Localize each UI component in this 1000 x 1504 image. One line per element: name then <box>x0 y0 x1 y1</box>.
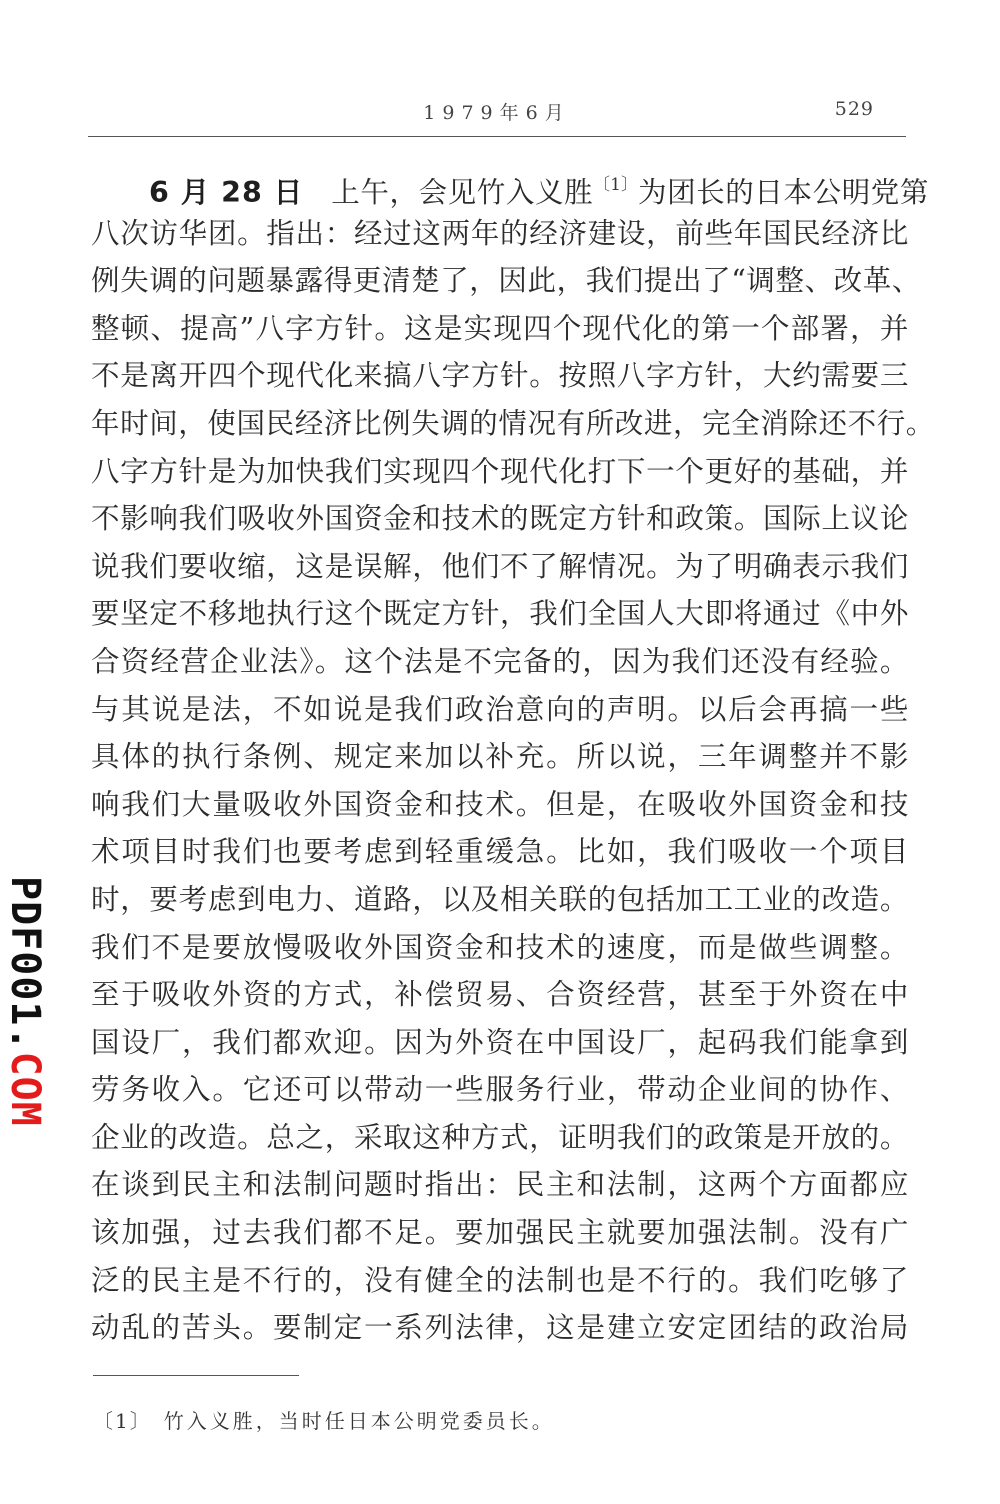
page-number: 529 <box>834 98 874 120</box>
text-line: 例失调的问题暴露得更清楚了，因此，我们提出了“调整、改革、 <box>91 264 921 298</box>
text-line: 我们不是要放慢吸收外国资金和技术的速度，而是做些调整。 <box>91 930 909 964</box>
text-line: 不是离开四个现代化来搞八字方针。按照八字方针，大约需要三 <box>91 359 909 393</box>
text-line: 具体的执行条例、规定来加以补充。所以说，三年调整并不影 <box>91 740 909 774</box>
text-line: 在谈到民主和法制问题时指出：民主和法制，这两个方面都应 <box>91 1168 909 1202</box>
text-line: 术项目时我们也要考虑到轻重缓急。比如，我们吸收一个项目 <box>91 835 909 869</box>
text-line: 要坚定不移地执行这个既定方针，我们全国人大即将通过《中外 <box>91 597 909 631</box>
text-line: 响我们大量吸收外国资金和技术。但是，在吸收外国资金和技 <box>91 787 909 821</box>
running-head <box>88 98 906 128</box>
text-line: 不影响我们吸收外国资金和技术的既定方针和政策。国际上议论 <box>91 502 909 536</box>
text-line: 劳务收入。它还可以带动一些服务行业，带动企业间的协作、 <box>91 1073 909 1107</box>
text-line: 年时间，使国民经济比例失调的情况有所改进，完全消除还不行。 <box>91 406 935 440</box>
chronicle-entry <box>91 162 935 1352</box>
running-head-title: 1979年6月 <box>423 102 571 124</box>
text-line: 整顿、提高”八字方针。这是实现四个现代化的第一个部署，并 <box>91 311 909 345</box>
footnote-mark: 〔1〕 <box>93 1409 152 1433</box>
watermark <box>2 876 48 1126</box>
header-rule <box>88 136 906 137</box>
footnote-rule <box>93 1375 299 1376</box>
entry-date: 6 月 28 日 <box>149 176 304 209</box>
text-line: 八字方针是为加快我们实现四个现代化打下一个更好的基础，并 <box>91 454 909 488</box>
text-line: 国设厂，我们都欢迎。因为外资在中国设厂，起码我们能拿到 <box>91 1025 909 1059</box>
text-line: 至于吸收外资的方式，补偿贸易、合资经营，甚至于外资在中 <box>91 978 909 1012</box>
text-line: 该加强，过去我们都不足。要加强民主就要加强法制。没有广 <box>91 1216 909 1250</box>
text-line: 动乱的苦头。要制定一系列法律，这是建立安定团结的政治局 <box>91 1311 909 1345</box>
text-line-1: 6 月 28 日 上午，会见竹入义胜$^{〔1〕}$为团长的日本公明党第 <box>149 175 930 209</box>
text-line: 八次访华团。指出：经过这两年的经济建设，前些年国民经济比 <box>91 216 909 250</box>
text-line: 合资经营企业法》。这个法是不完备的，因为我们还没有经验。 <box>91 644 909 678</box>
text-line: 与其说是法，不如说是我们政治意向的声明。以后会再搞一些 <box>91 692 909 726</box>
footnote-text: 竹入义胜，当时任日本公明党委员长。 <box>163 1409 555 1433</box>
watermark-text-black: PDF001. <box>2 876 48 1052</box>
watermark-text-red: COM <box>2 1051 48 1127</box>
footnote <box>93 1405 893 1434</box>
text-line: 泛的民主是不行的，没有健全的法制也是不行的。我们吃够了 <box>91 1263 909 1297</box>
text-line: 时，要考虑到电力、道路，以及相关联的包括加工工业的改造。 <box>91 882 909 916</box>
text-line: 企业的改造。总之，采取这种方式，证明我们的政策是开放的。 <box>91 1120 909 1154</box>
text-line: 说我们要收缩，这是误解，他们不了解情况。为了明确表示我们 <box>91 549 909 583</box>
footnote-reference: 〔1〕 <box>593 175 638 195</box>
